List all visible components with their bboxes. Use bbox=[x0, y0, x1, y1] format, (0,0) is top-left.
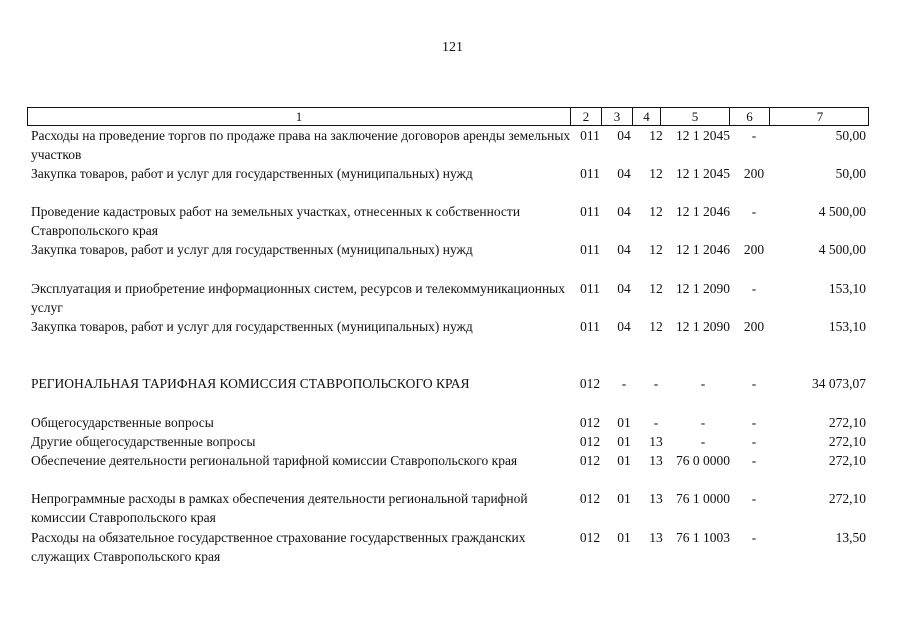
row-col-6: - bbox=[751, 453, 757, 468]
row-col-4: 13 bbox=[649, 530, 663, 545]
row-description: РЕГИОНАЛЬНАЯ ТАРИФНАЯ КОМИССИЯ СТАВРОПОЛЬСКОГО КРАЯ bbox=[31, 376, 470, 391]
row-col-5: 76 0 0000 bbox=[676, 453, 730, 468]
row-col-5: - bbox=[700, 415, 706, 430]
row-description: Закупка товаров, работ и услуг для государственных (муниципальных) нужд bbox=[31, 319, 473, 334]
row-col-6: - bbox=[751, 128, 757, 143]
header-col-5: 5 bbox=[661, 108, 730, 125]
row-col-3: 04 bbox=[617, 281, 631, 296]
row-col-4: 13 bbox=[649, 491, 663, 506]
row-col-6: 200 bbox=[743, 166, 765, 181]
row-col-3: 01 bbox=[617, 530, 631, 545]
row-col-3: 01 bbox=[617, 434, 631, 449]
row-col-3: 01 bbox=[617, 453, 631, 468]
row-col-4: 12 bbox=[649, 319, 663, 334]
row-col-2: 011 bbox=[580, 204, 600, 219]
row-col-2: 011 bbox=[580, 281, 600, 296]
row-col-5: 76 1 0000 bbox=[676, 491, 730, 506]
row-col-2: 011 bbox=[580, 242, 600, 257]
row-description: Обеспечение деятельности региональной тарифной комиссии Ставропольского края bbox=[31, 453, 518, 468]
row-col-3: 04 bbox=[617, 128, 631, 143]
row-col-2: 012 bbox=[579, 453, 601, 468]
row-col-7: 272,10 bbox=[828, 491, 866, 506]
row-col-7: 34 073,07 bbox=[812, 376, 866, 391]
row-col-4: 12 bbox=[649, 281, 663, 296]
row-col-6: 200 bbox=[743, 242, 765, 257]
header-col-6: 6 bbox=[730, 108, 770, 125]
row-col-4: - bbox=[653, 376, 659, 391]
row-col-4: 13 bbox=[649, 453, 663, 468]
row-col-6: 200 bbox=[743, 319, 765, 334]
header-col-1: 1 bbox=[28, 108, 571, 125]
row-col-7: 272,10 bbox=[828, 453, 866, 468]
header-col-7: 7 bbox=[816, 109, 824, 124]
row-description: Закупка товаров, работ и услуг для государственных (муниципальных) нужд bbox=[31, 242, 473, 257]
row-col-4: 12 bbox=[649, 166, 663, 181]
row-col-6: - bbox=[751, 376, 757, 391]
row-col-5: 12 1 2045 bbox=[676, 166, 730, 181]
header-col-2: 2 bbox=[571, 108, 602, 125]
row-col-3: 01 bbox=[617, 415, 631, 430]
row-col-2: 011 bbox=[580, 128, 600, 143]
row-col-3: 04 bbox=[617, 204, 631, 219]
row-description: Закупка товаров, работ и услуг для государственных (муниципальных) нужд bbox=[31, 166, 473, 181]
row-col-3: 04 bbox=[617, 242, 631, 257]
row-col-2: 011 bbox=[580, 319, 600, 334]
row-col-3: 04 bbox=[617, 166, 631, 181]
page-number: 121 bbox=[442, 40, 463, 55]
row-col-2: 012 bbox=[579, 530, 601, 545]
row-col-2: 012 bbox=[579, 491, 601, 506]
row-col-2: 012 bbox=[579, 376, 601, 391]
row-description: Расходы на обязательное государственное страхование государственных гражданских служащих Ставропольского края bbox=[31, 530, 526, 564]
row-col-4: 12 bbox=[649, 242, 663, 257]
row-col-5: 12 1 2045 bbox=[676, 128, 730, 143]
row-col-3: - bbox=[621, 376, 627, 391]
row-col-4: 13 bbox=[649, 434, 663, 449]
row-description: Общегосударственные вопросы bbox=[31, 415, 214, 430]
row-col-7: 153,10 bbox=[828, 319, 866, 334]
row-description: Проведение кадастровых работ на земельных участках, отнесенных к собственности Ставропольского края bbox=[31, 204, 521, 238]
row-col-7: 272,10 bbox=[828, 434, 866, 449]
row-col-7: 50,00 bbox=[835, 128, 866, 143]
row-col-6: - bbox=[751, 530, 757, 545]
row-col-7: 153,10 bbox=[828, 281, 866, 296]
row-col-5: 12 1 2046 bbox=[676, 204, 730, 219]
row-col-2: 011 bbox=[580, 166, 600, 181]
row-col-4: 12 bbox=[649, 128, 663, 143]
row-col-7: 4 500,00 bbox=[818, 242, 866, 257]
row-col-4: 12 bbox=[649, 204, 663, 219]
header-col-4: 4 bbox=[633, 108, 661, 125]
row-col-7: 50,00 bbox=[835, 166, 866, 181]
row-col-6: - bbox=[751, 491, 757, 506]
row-col-5: 12 1 2090 bbox=[676, 281, 730, 296]
row-col-7: 13,50 bbox=[835, 530, 866, 545]
row-col-5: - bbox=[700, 434, 706, 449]
row-description: Непрограммные расходы в рамках обеспечения деятельности региональной тарифной комиссии Ставропольского края bbox=[31, 491, 528, 525]
row-col-3: 01 bbox=[617, 491, 631, 506]
row-col-2: 012 bbox=[579, 434, 601, 449]
row-col-5: - bbox=[700, 376, 706, 391]
row-col-7: 4 500,00 bbox=[818, 204, 866, 219]
row-col-6: - bbox=[751, 281, 757, 296]
row-col-5: 12 1 2046 bbox=[676, 242, 730, 257]
row-description: Эксплуатация и приобретение информационных систем, ресурсов и телекоммуникационных услуг bbox=[31, 281, 566, 315]
row-col-5: 12 1 2090 bbox=[676, 319, 730, 334]
row-description: Расходы на проведение торгов по продаже права на заключение договоров аренды земельных участков bbox=[31, 128, 571, 162]
row-col-7: 272,10 bbox=[828, 415, 866, 430]
table-header bbox=[27, 107, 869, 126]
header-col-3: 3 bbox=[602, 108, 633, 125]
row-col-5: 76 1 1003 bbox=[676, 530, 730, 545]
row-description: Другие общегосударственные вопросы bbox=[31, 434, 256, 449]
row-col-6: - bbox=[751, 434, 757, 449]
row-col-4: - bbox=[653, 415, 659, 430]
row-col-3: 04 bbox=[617, 319, 631, 334]
row-col-6: - bbox=[751, 204, 757, 219]
row-col-2: 012 bbox=[579, 415, 601, 430]
row-col-6: - bbox=[751, 415, 757, 430]
